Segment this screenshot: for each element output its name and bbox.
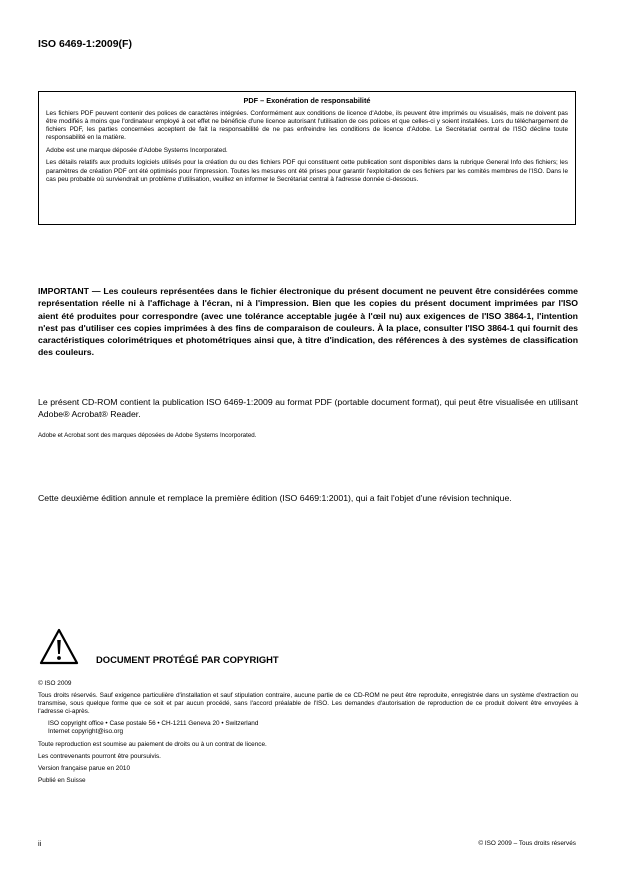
copyright-published-note: Publié en Suisse xyxy=(38,776,86,784)
page-number: ii xyxy=(38,839,42,848)
copyright-rights: Tous droits réservés. Sauf exigence particulière d'installation et sauf stipulation contraire, aucune partie de ce CD-ROM ne peut être reproduite, enregistrée dans un système d'extraction ou transmise, sous quelque forme que ce soit et par aucun procédé, sans l'accord préalable de l'ISO. Les demandes d'autorisation de reproduction de ce produit doivent être envoyées à l'adresse ci-après. xyxy=(38,692,578,716)
trademark-notice: Adobe et Acrobat sont des marques déposées de Adobe Systems Incorporated. xyxy=(38,432,257,439)
document-identifier: ISO 6469-1:2009(F) xyxy=(38,38,132,50)
copyright-address: ISO copyright office • Case postale 56 • CH-1211 Geneva 20 • Switzerland xyxy=(48,720,259,728)
copyright-year: © ISO 2009 xyxy=(38,680,72,687)
edition-statement: Cette deuxième édition annule et remplace la première édition (ISO 6469:1:2001), qui a fait l'objet d'une révision technique. xyxy=(38,493,512,503)
copyright-title: DOCUMENT PROTÉGÉ PAR COPYRIGHT xyxy=(96,654,279,665)
copyright-license-note: Toute reproduction est soumise au paiement de droits ou à un contrat de licence. xyxy=(38,740,267,748)
pdf-disclaimer-box xyxy=(38,91,576,225)
copyright-version-note: Version française parue en 2010 xyxy=(38,764,131,772)
copyright-email: Internet copyright@iso.org xyxy=(48,728,124,736)
disclaimer-paragraph-software: Les détails relatifs aux produits logiciels utilisés pour la création du ou des fichiers PDF qui constituent cette publication sont disponibles dans la rubrique General Info des fichiers; les paramètres de création PDF ont été optimisés pour l'impression. Toutes les mesures ont été prises pour garantir l'exploitation de ces fichiers par les comités membres de l'ISO. Dans le cas peu probable où surviendrait un problème d'utilisation, veuillez en informer le Secrétariat central à l'adresse donnée ci-dessous. xyxy=(46,159,568,183)
copyright-address-block xyxy=(38,720,578,736)
important-color-notice: IMPORTANT — Les couleurs représentées dans le fichier électronique du présent document ne peuvent être considérées comme représentation réelle ni à l'affichage à l'écran, ni à l'impression. Bien que les copies du présent document imprimées par l'ISO aient été produites pour correspondre (avec une tolérance acceptable jugée à l'œil nu) aux exigences de l'ISO 3864-1, l'intention n'est pas d'utiliser ces copies imprimées à des fins de comparaison de couleurs. À la place, consulter l'ISO 3864-1 qui fournit des caractéristiques colorimétriques et photométriques ainsi que, à titre d'indication, des références à des systèmes de classification des couleurs. xyxy=(38,286,578,358)
cdrom-statement: Le présent CD-ROM contient la publication ISO 6469-1:2009 au format PDF (portable document format), qui peut être visualisée en utilisant Adobe® Acrobat® Reader. xyxy=(38,397,578,420)
disclaimer-paragraph-fonts: Les fichiers PDF peuvent contenir des polices de caractères intégrées. Conformément aux conditions de licence d'Adobe, ils peuvent être imprimés ou visualisés, mais ne doivent pas être modifiés à moins que l'ordinateur employé à cet effet ne bénéficie d'une licence autorisant l'utilisation de ces polices et que celles-ci y soient installées. Lors du téléchargement de fichiers PDF, les parties concernées acceptent de fait la responsabilité de ne pas enfreindre les conditions de licence d'Adobe. Le Secrétariat central de l'ISO décline toute responsabilité en la matière. xyxy=(46,110,568,142)
copyright-section xyxy=(38,680,578,789)
footer-rights: © ISO 2009 – Tous droits réservés xyxy=(478,840,576,847)
disclaimer-title: PDF – Exonération de responsabilité xyxy=(243,96,371,105)
copyright-prosecution-note: Les contrevenants pourront être poursuivis. xyxy=(38,752,161,760)
warning-triangle-icon xyxy=(39,628,79,666)
disclaimer-paragraph-trademark: Adobe est une marque déposée d'Adobe Systems Incorporated. xyxy=(46,146,228,154)
